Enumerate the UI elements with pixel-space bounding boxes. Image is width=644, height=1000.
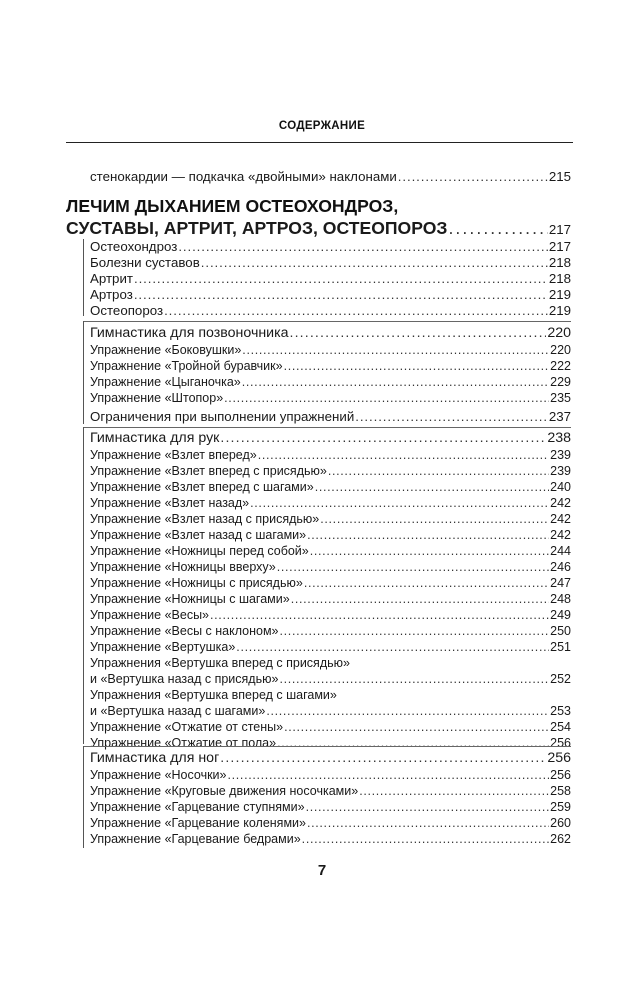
toc-entry-page: 235 [550, 391, 571, 405]
toc-entry[interactable] [90, 464, 571, 480]
leader-dots [266, 704, 549, 718]
toc-entry-page: 260 [550, 816, 571, 830]
toc-entry-title: Упражнение «Отжатие от пола» [90, 736, 277, 750]
section-page: 220 [547, 325, 571, 341]
toc-entry-title: Упражнение «Ножницы вверху» [90, 560, 276, 574]
toc-entry-page: 262 [550, 832, 571, 846]
toc-entry-title: Упражнение «Взлет назад с шагами» [90, 528, 307, 542]
leader-dots [164, 303, 548, 318]
toc-entry-title: Артрит [90, 271, 133, 286]
toc-entry-title: Упражнение «Ножницы перед собой» [90, 544, 309, 558]
toc-entry-wrap-line-1[interactable]: Упражнения «Вертушка вперед с шагами» [90, 688, 337, 702]
leader-dots [224, 391, 549, 405]
leader-dots [291, 592, 549, 606]
toc-entry-continued[interactable] [90, 169, 571, 187]
toc-entry[interactable] [90, 784, 571, 800]
toc-entry[interactable] [90, 343, 571, 359]
toc-entry-title: Упражнение «Гарцевание бедрами» [90, 832, 301, 846]
section-page: 238 [547, 430, 571, 446]
toc-entry[interactable] [90, 448, 571, 464]
toc-entry-title: Упражнение «Взлет вперед с шагами» [90, 480, 314, 494]
leader-dots [328, 464, 549, 478]
chapter-heading[interactable] [66, 218, 571, 239]
toc-entry[interactable] [90, 544, 571, 560]
leader-dots [355, 409, 548, 424]
page-number: 7 [317, 862, 327, 879]
toc-entry-title: Упражнение «Взлет вперед с присядью» [90, 464, 327, 478]
leader-dots [280, 624, 550, 638]
toc-entry-title: и «Вертушка назад с шагами» [90, 704, 266, 718]
leader-dots [201, 255, 548, 270]
leader-dots [242, 343, 549, 357]
toc-entry-page: 215 [548, 169, 571, 184]
leader-dots [448, 218, 547, 239]
leader-dots [307, 528, 549, 542]
toc-entry-title: Упражнение «Гарцевание ступнями» [90, 800, 305, 814]
leader-dots [359, 784, 549, 798]
section-title: Гимнастика для рук [90, 430, 220, 446]
toc-entry-page: 242 [550, 528, 571, 542]
toc-entry-title: Упражнение «Вертушка» [90, 640, 236, 654]
toc-entry-page: 256 [550, 736, 571, 750]
toc-entry-page: 253 [550, 704, 571, 718]
toc-entry-title: и «Вертушка назад с присядью» [90, 672, 279, 686]
toc-entry-title: Упражнение «Носочки» [90, 768, 227, 782]
toc-entry-page: 217 [548, 239, 571, 254]
section-heading-spine[interactable] [90, 325, 571, 343]
leader-dots [210, 608, 549, 622]
toc-entry-title: Остеопороз [90, 303, 164, 318]
leader-dots [306, 800, 550, 814]
section-title: Гимнастика для ног [90, 750, 220, 766]
toc-entry-page: 258 [550, 784, 571, 798]
leader-dots [178, 239, 548, 254]
toc-entry[interactable] [90, 720, 571, 736]
toc-entry[interactable] [90, 624, 571, 640]
toc-entry-page: 237 [548, 409, 571, 424]
section-title: Гимнастика для позвоночника [90, 325, 289, 341]
section-heading-legs[interactable] [90, 750, 571, 768]
toc-entry-page: 254 [550, 720, 571, 734]
toc-entry[interactable] [90, 832, 571, 848]
toc-entry-title: Упражнение «Весы» [90, 608, 210, 622]
section-bar [83, 321, 84, 424]
toc-entry-page: 218 [548, 271, 571, 286]
toc-entry-page: 251 [550, 640, 571, 654]
section-separator [83, 746, 571, 747]
toc-entry-page: 219 [548, 303, 571, 318]
toc-entry[interactable] [90, 528, 571, 544]
toc-entry-page: 239 [550, 448, 571, 462]
toc-entry-page: 252 [550, 672, 571, 686]
chapter-heading-line-1: ЛЕЧИМ ДЫХАНИЕМ ОСТЕОХОНДРОЗ, [66, 196, 399, 216]
toc-entry-page: 218 [548, 255, 571, 270]
toc-entry-title: Упражнение «Цыганочка» [90, 375, 241, 389]
leader-dots [310, 544, 549, 558]
leader-dots [242, 375, 549, 389]
leader-dots [277, 736, 549, 750]
leader-dots [302, 832, 549, 846]
toc-entry[interactable] [90, 496, 571, 512]
toc-entry-page: 220 [550, 343, 571, 357]
toc-entry-page: 246 [550, 560, 571, 574]
toc-entry-title: Упражнение «Тройной буравчик» [90, 359, 283, 373]
toc-entry-page: 219 [548, 287, 571, 302]
section-bar [83, 239, 84, 316]
toc-entry[interactable] [90, 303, 571, 321]
toc-entry-title: Упражнение «Взлет назад с присядью» [90, 512, 320, 526]
toc-entry-title: Остеохондроз [90, 239, 178, 254]
toc-entry[interactable] [90, 608, 571, 624]
toc-entry-page: 259 [550, 800, 571, 814]
toc-entry-title: Упражнение «Гарцевание коленями» [90, 816, 306, 830]
toc-entry-title: Болезни суставов [90, 255, 200, 270]
leader-dots [228, 768, 550, 782]
toc-entry-title: Упражнение «Взлет назад» [90, 496, 250, 510]
toc-entry-title: стенокардии — подкачка «двойными» наклонами [90, 169, 397, 184]
toc-entry-wrap-line-1[interactable]: Упражнения «Вертушка вперед с присядью» [90, 656, 350, 670]
toc-entry-title: Артроз [90, 287, 133, 302]
toc-entry-title: Ограничения при выполнении упражнений [90, 409, 355, 424]
toc-entry-note[interactable] [90, 409, 571, 427]
toc-entry-page: 239 [550, 464, 571, 478]
toc-entry[interactable] [90, 512, 571, 528]
leader-dots [277, 560, 549, 574]
leader-dots [315, 480, 549, 494]
leader-dots [250, 496, 549, 510]
toc-entry-title: Упражнение «Боковушки» [90, 343, 242, 357]
section-page: 256 [547, 750, 571, 766]
toc-entry-page: 248 [550, 592, 571, 606]
toc-entry-wrap[interactable] [90, 672, 571, 688]
leader-dots [307, 816, 549, 830]
toc-entry[interactable] [90, 640, 571, 656]
toc-entry-page: 229 [550, 375, 571, 389]
toc-entry[interactable] [90, 576, 571, 592]
section-heading-arms[interactable] [90, 430, 571, 448]
leader-dots [220, 430, 546, 446]
toc-entry-title: Упражнение «Весы с наклоном» [90, 624, 279, 638]
leader-dots [284, 720, 549, 734]
toc-entry[interactable] [90, 592, 571, 608]
toc-entry[interactable] [90, 359, 571, 375]
toc-entry-title: Упражнение «Взлет вперед» [90, 448, 257, 462]
toc-entry-page: 240 [550, 480, 571, 494]
section-separator [83, 427, 571, 428]
section-separator [83, 321, 571, 322]
leader-dots [398, 169, 548, 184]
toc-entry-page: 242 [550, 512, 571, 526]
leader-dots [304, 576, 549, 590]
toc-entry[interactable] [90, 391, 571, 407]
toc-entry-page: 222 [550, 359, 571, 373]
leader-dots [134, 271, 548, 286]
toc-entry-title: Упражнение «Круговые движения носочками» [90, 784, 359, 798]
toc-entry-title: Упражнение «Штопор» [90, 391, 224, 405]
toc-entry-page: 249 [550, 608, 571, 622]
toc-entry-wrap[interactable] [90, 704, 571, 720]
toc-entry-page: 247 [550, 576, 571, 590]
section-bar [83, 427, 84, 744]
toc-entry-title: Упражнение «Отжатие от стены» [90, 720, 284, 734]
toc-entry[interactable] [90, 768, 571, 784]
leader-dots [236, 640, 549, 654]
leader-dots [258, 448, 549, 462]
toc-entry-page: 250 [550, 624, 571, 638]
toc-entry[interactable] [90, 480, 571, 496]
running-header: СОДЕРЖАНИЕ [278, 120, 366, 132]
leader-dots [320, 512, 549, 526]
toc-entry[interactable] [90, 800, 571, 816]
toc-entry-title: Упражнение «Ножницы с присядью» [90, 576, 303, 590]
leader-dots [290, 325, 547, 341]
toc-entry-page: 242 [550, 496, 571, 510]
toc-entry[interactable] [90, 560, 571, 576]
chapter-heading-line-2: СУСТАВЫ, АРТРИТ, АРТРОЗ, ОСТЕОПОРОЗ [66, 218, 448, 238]
leader-dots [220, 750, 546, 766]
leader-dots [279, 672, 549, 686]
toc-entry-page: 256 [550, 768, 571, 782]
chapter-page: 217 [548, 222, 571, 237]
toc-entry-page: 244 [550, 544, 571, 558]
leader-dots [134, 287, 548, 302]
toc-entry[interactable] [90, 375, 571, 391]
toc-entry-title: Упражнение «Ножницы с шагами» [90, 592, 290, 606]
toc-entry[interactable] [90, 816, 571, 832]
leader-dots [284, 359, 550, 373]
section-bar [83, 746, 84, 848]
